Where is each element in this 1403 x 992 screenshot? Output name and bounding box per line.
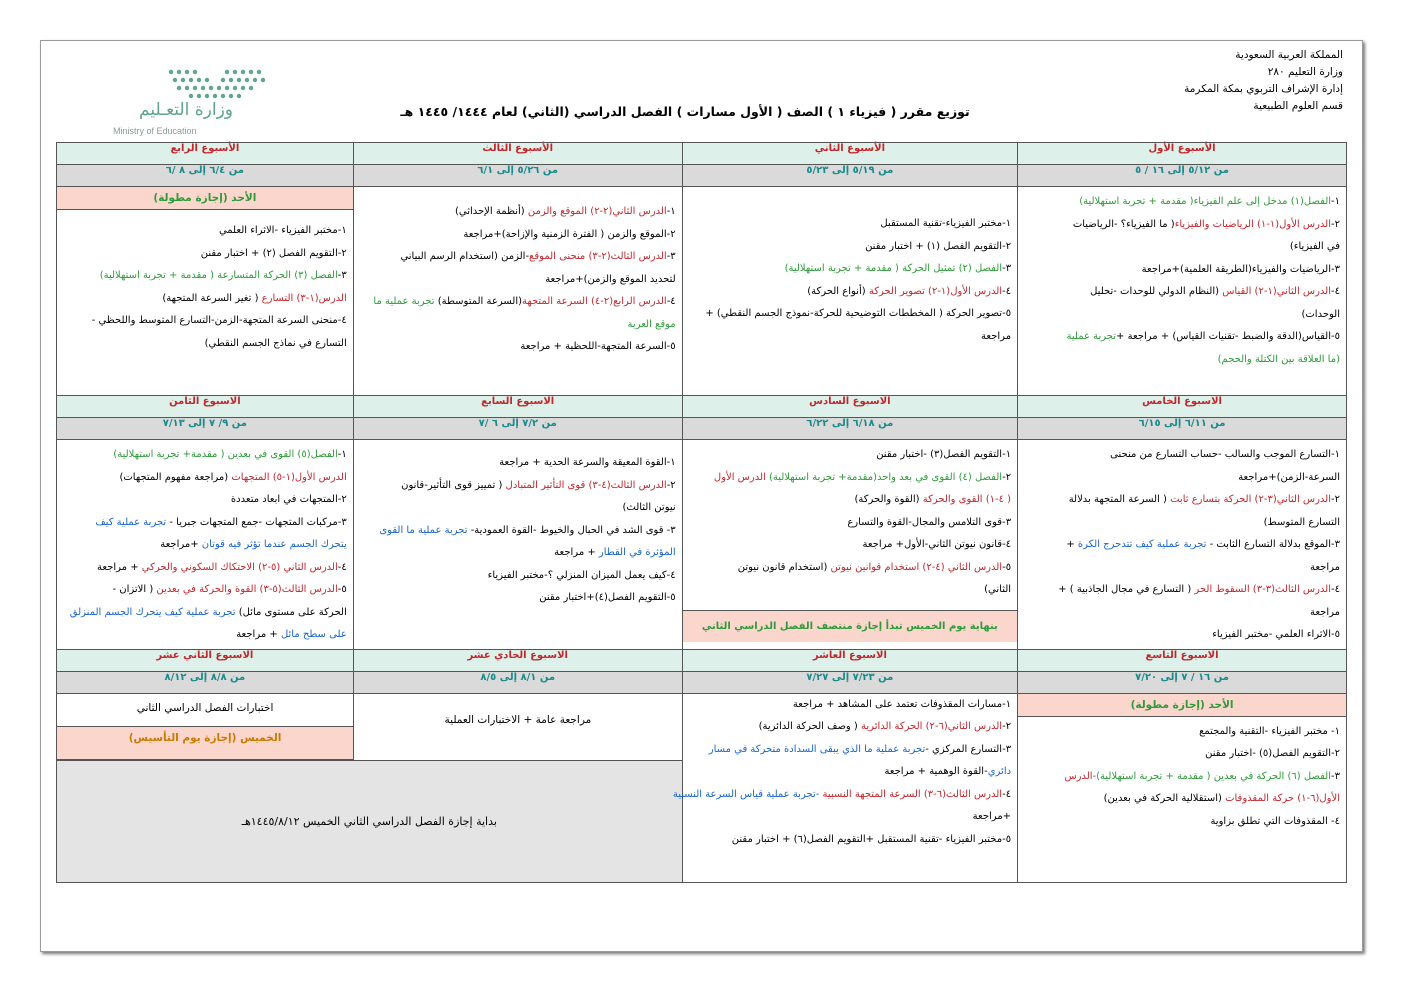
- lesson-line: [1024, 489, 1340, 512]
- lesson-line: [63, 444, 347, 467]
- ministry-line: قسم العلوم الطبيعية: [1253, 100, 1343, 112]
- lesson-segment: ١- مختبر الفيزياء -التقنية والمجتمع: [1199, 725, 1340, 737]
- lesson-segment: ١-التقويم الفصل(٣) -اختبار مقنن: [876, 449, 1012, 460]
- lesson-line: [1024, 624, 1340, 647]
- week-name: الاسبوع السادس: [682, 396, 1017, 418]
- lesson-segment: ٥-القياس(الدقة والضبط -تقنيات القياس) + مراجعة +: [1116, 331, 1340, 342]
- lesson-line: [360, 246, 676, 269]
- lesson-line: [360, 314, 676, 337]
- lesson-line: [360, 224, 676, 247]
- lesson-line: [1024, 467, 1340, 490]
- lesson-line: [63, 288, 347, 311]
- lesson-segment: ٤-: [337, 561, 347, 573]
- lesson-segment: ( تغير السرعة المتجهة): [162, 292, 262, 304]
- lesson-line: [689, 579, 1011, 602]
- lesson-segment: ١-: [337, 449, 347, 460]
- week-name: الأسبوع الرابع: [57, 143, 354, 165]
- lesson-line: [360, 565, 676, 588]
- lesson-segment: الدرس الأول(١-٥) المتجهات: [231, 471, 347, 483]
- lesson-line: [360, 336, 676, 359]
- lesson-line: [1024, 349, 1340, 372]
- week-cell: [1018, 693, 1347, 882]
- lesson-segment: الفصل(١) مدخل إلى علم الفيزياء( مقدمة + تجربة استهلالية): [1079, 196, 1332, 207]
- lesson-line: [63, 602, 347, 625]
- lesson-segment: الدرس الثالث(٤-٣) قوى التأثير المتبادل: [505, 479, 667, 491]
- lesson-segment: ٥-الاثراء العلمي -مختبر الفيزياء: [1212, 629, 1340, 640]
- lesson-segment: (أنظمة الإحداثي): [454, 206, 528, 217]
- lesson-segment: السرعة-الزمن)+مراجعة: [1238, 471, 1340, 483]
- week-dates-row: [57, 418, 1347, 440]
- lesson-segment: ٢-: [666, 479, 676, 491]
- lesson-segment: الدرس الثاني(١-٢) القياس: [1222, 286, 1332, 297]
- lesson-segment: ١-القوة المعيقة والسرعة الحدية + مراجعة: [499, 457, 676, 468]
- lesson-line: [63, 333, 347, 356]
- lesson-segment: ١-مختبر الفيزياء -الاثراء العلمي: [218, 225, 347, 236]
- lesson-line: [1024, 326, 1340, 349]
- logo-text-en: Ministry of Education: [113, 126, 197, 136]
- week-dates: من ٦/١٨ إلى ٦/٢٢: [682, 418, 1017, 440]
- lesson-segment: (أنواع الحركة): [807, 285, 869, 297]
- lesson-line: [63, 243, 347, 266]
- ministry-line: المملكة العربية السعودية: [1235, 49, 1343, 61]
- lesson-segment: ( ما الفيزياء؟ -الرياضيات: [1072, 218, 1175, 230]
- lesson-segment: تجربة عملية ما القوى: [379, 524, 468, 536]
- lesson-segment: (استقلالية الحركة في بعدين): [1103, 793, 1226, 804]
- lesson-segment: تجربة عملية ما الذي يبقى السدادة متحركة في مسار: [708, 743, 926, 755]
- lesson-line: [689, 326, 1011, 349]
- lesson-line: [689, 489, 1011, 512]
- week-dates: من ٩/ ٧ إلى ٧/١٣: [57, 418, 354, 440]
- lesson-segment: موقع العربة: [627, 318, 676, 330]
- lesson-line: [689, 213, 1011, 236]
- lesson-segment: +مراجعة: [160, 539, 202, 550]
- week-name: الاسبوع الثامن: [57, 396, 354, 418]
- week-dates-row: [57, 165, 1347, 187]
- week-name: الاسبوع الثاني عشر: [57, 649, 354, 671]
- lesson-segment: ٢-المتجهات في ابعاد متعددة: [230, 494, 347, 505]
- lesson-line: [63, 265, 347, 288]
- week-name: الاسبوع الخامس: [1018, 396, 1347, 418]
- lesson-segment: ٥-تصوير الحركة ( المخططات التوضيحية للحركة-نموذج الجسم النقطي) +: [705, 308, 1012, 319]
- week-cell: [57, 440, 354, 650]
- lesson-segment: تجربة عملية كيف: [95, 516, 167, 528]
- lesson-segment: ( التسارع في مجال الجاذبية ) +: [1058, 584, 1195, 595]
- ministry-logo: [108, 62, 278, 142]
- lesson-segment: ٢-: [1002, 471, 1012, 483]
- week-12-summary: اختبارات الفصل الدراسي الثاني: [136, 701, 274, 714]
- week-dates: من ٦/١١ إلى ٦/١٥: [1018, 418, 1347, 440]
- lesson-segment: ٢-التقويم الفصل (١) + اختبار مقنن: [865, 240, 1012, 252]
- lesson-line: [63, 557, 347, 580]
- lesson-line: [1024, 304, 1340, 327]
- lesson-segment: نيوتن الثالث): [622, 502, 676, 513]
- schedule-table: [56, 142, 1347, 883]
- lesson-segment: ١-: [666, 206, 676, 217]
- lesson-segment: ٤-قانون نيوتن الثاني-الأول+ مراجعة: [862, 539, 1012, 550]
- lesson-line: [689, 467, 1011, 490]
- lesson-segment: ١-مختبر الفيزياء-تقنية المستقبل: [880, 218, 1012, 229]
- lesson-segment: الدرس الثالث(٥-٣) القوة والحركة في بعدين: [156, 584, 338, 595]
- week-name: الاسبوع السابع: [353, 396, 682, 418]
- week-name: الاسبوع الحادي عشر: [353, 649, 682, 671]
- lesson-line: [1024, 214, 1340, 237]
- week-cell: [682, 187, 1017, 396]
- lesson-line: [689, 444, 1011, 467]
- lesson-segment: (مراجعة مفهوم المتجهات): [119, 471, 232, 483]
- lesson-segment: ٥-مختبر الفيزياء -تقنية المستقبل +التقويم الفصل(٦) + اختبار مقنن: [731, 833, 1012, 845]
- lesson-segment: ( تمييز قوى التأثير-قانون: [401, 479, 506, 491]
- lesson-segment: ٤-كيف يعمل الميزان المنزلي ؟-مختبر الفيزياء: [487, 569, 676, 581]
- lesson-segment: ٣-مركبات المتجهات -جمع المتجهات جبريا -: [166, 516, 347, 528]
- lesson-line: [360, 497, 676, 520]
- lesson-segment: في الفيزياء): [1289, 241, 1340, 252]
- lesson-line: [63, 579, 347, 602]
- lesson-segment: الفصل (٤) القوى في بعد واحد(مقدمة+ تجربة استهلالية): [768, 471, 1003, 483]
- lesson-segment: ٥-: [1002, 561, 1012, 573]
- lesson-segment: + مراجعة: [554, 547, 599, 558]
- lesson-segment: الفصل(٥) القوى في بعدين ( مقدمة+ تجربة استهلالية): [113, 449, 338, 460]
- ministry-line: وزارة التعليم ٢٨٠: [1267, 66, 1343, 78]
- week-content-row: [57, 187, 1347, 396]
- lesson-segment: ٥-: [337, 584, 347, 595]
- lesson-segment: الوحدات): [1301, 308, 1340, 320]
- lesson-line: [360, 475, 676, 498]
- week-content-row: [57, 693, 1347, 882]
- lesson-line: [360, 201, 676, 224]
- lesson-segment: +مراجعة: [972, 811, 1012, 822]
- lesson-line: [1024, 721, 1340, 744]
- lesson-line: [689, 694, 1011, 717]
- lesson-line: [689, 557, 1011, 580]
- lesson-line: [689, 281, 1011, 304]
- lesson-segment: ٣-: [666, 251, 676, 262]
- lesson-segment: تجربة عملية ما: [373, 296, 438, 307]
- lesson-line: [63, 624, 347, 647]
- lesson-segment: ٢-التقويم الفصل(٥) -اختبار مقنن: [1205, 748, 1340, 759]
- lesson-line: [1024, 534, 1340, 557]
- lesson-segment: + مراجعة: [236, 629, 281, 640]
- logo-text-ar: وزارة التعـليم: [139, 100, 233, 120]
- week-dates: من ٧/٢ إلى ٦ /٧: [353, 418, 682, 440]
- lesson-segment: -القوة الوهمية + مراجعة: [884, 766, 988, 777]
- lesson-segment: الدرس(١-٣) التسارع: [261, 292, 347, 304]
- lesson-line: [1024, 602, 1340, 625]
- lesson-segment: (استخدام قانون نيوتن: [737, 561, 831, 573]
- lesson-segment: الدرس الثالث(٢-٣) منحنى الموقع: [529, 251, 667, 262]
- lesson-segment: الفصل (٣) الحركة المتسارعة ( مقدمة + تجربة استهلالية): [99, 270, 338, 281]
- lesson-line: [63, 512, 347, 535]
- lesson-line: [689, 258, 1011, 281]
- week-name: الأسبوع الثاني: [682, 143, 1017, 165]
- lesson-segment: ٥-السرعة المتجهة-اللحظية + مراجعة: [520, 341, 676, 352]
- lesson-segment: التسارع المتوسط): [1263, 516, 1340, 528]
- lesson-segment: يتحرك الجسم عندما تؤثر فيه قوتان: [201, 539, 347, 550]
- lesson-segment: ٢-: [1331, 494, 1340, 505]
- lesson-segment: ( الاتزان -: [112, 584, 157, 595]
- lesson-line: [360, 291, 676, 314]
- ministry-line: إدارة الإشراف التربوي بمكة المكرمة: [1184, 83, 1343, 95]
- week-name: الاسبوع العاشر: [682, 649, 1017, 671]
- lesson-segment: على سطح مائل: [280, 629, 347, 640]
- lesson-segment: ٢-التقويم الفصل (٢) + اختبار مقنن: [200, 247, 347, 259]
- week-11-summary: مراجعة عامة + الاختبارات العملية: [353, 694, 682, 726]
- logo-dots-icon: [163, 66, 273, 104]
- lesson-segment: ٣-التسارع المركزي -: [925, 743, 1012, 755]
- lesson-segment: ١-التسارع الموجب والسالب -حساب التسارع من منحنى: [1110, 449, 1340, 460]
- ministry-header: [1083, 47, 1343, 115]
- lesson-segment: ٤-: [1002, 788, 1012, 800]
- lesson-segment: الدرس الثاني(٣-٢) الحركة بتسارع ثابت: [1170, 494, 1332, 505]
- lesson-segment: + مراجعة: [97, 561, 142, 573]
- week-cell: [57, 187, 354, 396]
- lesson-line: [689, 512, 1011, 535]
- lesson-line: [63, 534, 347, 557]
- week-name: الأسبوع الأول: [1018, 143, 1347, 165]
- week-header-row: [57, 649, 1347, 671]
- lesson-line: [1024, 512, 1340, 535]
- lesson-segment: (ما العلاقة بين الكتلة والحجم): [1217, 353, 1340, 365]
- lesson-segment: ٣-: [1331, 770, 1340, 782]
- lesson-line: [1024, 743, 1340, 766]
- lesson-segment: ٣-: [337, 270, 347, 281]
- lesson-segment: الدرس الثاني (٥-٢) الاحتكاك السكوني والحركي: [141, 561, 338, 573]
- lesson-segment: الدرس الثاني(٢-٢) الموقع والزمن: [527, 206, 667, 217]
- thursday-holiday-note: الخميس (إجازة يوم التأسيس): [57, 726, 353, 760]
- week-header-row: [57, 396, 1347, 418]
- lesson-line: [689, 806, 1011, 829]
- lesson-line: [1024, 281, 1340, 304]
- week-dates: من ٨/٨ إلى ٨/١٢: [57, 671, 354, 693]
- lesson-segment: ٤-: [666, 296, 676, 307]
- lesson-segment: ٤-: [1331, 286, 1340, 297]
- lesson-segment: الدرس الأول(١-١) الرياضيات والفيزياء: [1174, 218, 1332, 230]
- page-title: توزيع مقرر ( فيزياء ١ ) الصف ( الأول مسارات ) الفصل الدراسي (الثاني) لعام ١٤٤٤/ ١٤٤٥ هـ: [400, 104, 970, 119]
- lesson-segment: الدرس الرابع(٢-٤) السرعة المتجهة: [522, 296, 667, 307]
- week-dates: من ٦/٤ إلى ٨ /٦: [57, 165, 354, 187]
- lesson-segment: +: [1066, 539, 1078, 550]
- lesson-line: [689, 534, 1011, 557]
- lesson-line: [1024, 766, 1340, 789]
- lesson-segment: الدرس الأول(١-٢) تصوير الحركة: [868, 285, 1003, 297]
- lesson-segment: ٥-التقويم الفصل(٤)+اختبار مقنن: [539, 592, 676, 603]
- week-dates: من ٥/١٩ إلى ٥/٢٣: [682, 165, 1017, 187]
- lesson-segment: الدرس الثاني (٤-٢) استخدام قوانين نيوتن: [830, 561, 1003, 573]
- lesson-line: [360, 520, 676, 543]
- lesson-line: [672, 784, 1012, 807]
- lesson-line: [63, 310, 347, 333]
- lesson-segment: ٢-: [1331, 218, 1340, 230]
- week-cell: [353, 187, 682, 396]
- week-content-row: [57, 440, 1347, 650]
- lesson-line: [360, 587, 676, 610]
- lesson-segment: ٣-: [1002, 263, 1012, 274]
- week-cell: [682, 440, 1017, 650]
- lesson-segment: (النظام الدولي للوحدات -تحليل: [1090, 286, 1223, 297]
- lesson-segment: لتحديد الموقع والزمن)+مراجعة: [545, 273, 676, 285]
- lesson-segment: الأول(٦-١) حركة المقذوفات: [1225, 793, 1340, 804]
- lesson-segment: (القوة والحركة): [854, 494, 923, 505]
- lesson-segment: تجربة عملية: [1066, 331, 1117, 342]
- lesson-line: [1024, 259, 1340, 282]
- lesson-line: [689, 303, 1011, 326]
- week-name: الأسبوع الثالث: [353, 143, 682, 165]
- week-cell: [672, 693, 1017, 882]
- lesson-segment: ٣-الرياضيات والفيزياء(الطريقة العلمية)+مراجعة: [1141, 263, 1340, 275]
- lesson-segment: ٤-: [1002, 285, 1012, 297]
- lesson-line: [1024, 579, 1340, 602]
- lesson-segment: ١-: [1331, 196, 1340, 207]
- lesson-segment: تجربة عملية كيف تتدحرج الكرة: [1077, 539, 1207, 550]
- lesson-segment: -الزمن (استخدام الرسم البياني: [400, 251, 530, 262]
- week-cell: [353, 440, 682, 650]
- lesson-segment: الفصل (٢) تمثيل الحركة ( مقدمة + تجربة استهلالية): [784, 263, 1003, 274]
- week-dates: من ٧/٢٣ إلى ٧/٢٧: [682, 671, 1017, 693]
- week-cell: [1018, 187, 1347, 396]
- lesson-segment: مراجعة: [1309, 561, 1340, 573]
- holiday-note: الأحد (إجازة مطولة): [57, 187, 353, 210]
- lesson-line: [1024, 811, 1340, 834]
- lesson-line: [63, 220, 347, 243]
- week-dates: من ٥/١٢ إلى ١٦ / ٥: [1018, 165, 1347, 187]
- lesson-line: [689, 716, 1011, 739]
- lesson-segment: -تجربة عملية قياس السرعة النسبية: [672, 788, 823, 800]
- lesson-line: [1024, 236, 1340, 259]
- lesson-segment: الفصل (٦) الحركة في بعدين ( مقدمة + تجربة استهلالية): [1096, 770, 1332, 782]
- lesson-segment: المؤثرة في القطار: [598, 547, 676, 558]
- lesson-segment: ٤-: [1331, 584, 1340, 595]
- week-dates: من ٨/١ إلى ٨/٥: [353, 671, 682, 693]
- lesson-line: [63, 489, 347, 512]
- lesson-segment: -الدرس: [1064, 770, 1097, 782]
- week-cell: [1018, 440, 1347, 650]
- lesson-segment: الدرس الثاني(٦-٢) الحركة الدائرية: [861, 721, 1003, 732]
- lesson-line: [1024, 788, 1340, 811]
- lesson-line: [1024, 191, 1340, 214]
- holiday-note: الأحد (إجازة مطولة): [1018, 694, 1346, 717]
- lesson-segment: مراجعة: [1309, 606, 1340, 618]
- mid-semester-break-note: بنهاية يوم الخميس تبدأ إجازة منتصف الفصل الدراسي الثاني: [683, 610, 1017, 642]
- semester-break-note: بداية إجازة الفصل الدراسي الثاني الخميس ١٤٤٥/٨/١٢هـ: [57, 760, 682, 882]
- week-dates: من ١٦ / ٧ إلى ٧/٢٠: [1018, 671, 1347, 693]
- lesson-segment: تجربة عملية كيف يتحرك الجسم المنزلق: [69, 606, 236, 618]
- lesson-line: [360, 542, 676, 565]
- lesson-segment: ٣- قوى الشد في الحبال والخيوط -القوة العمودية-: [467, 524, 676, 536]
- lesson-line: [689, 739, 1011, 762]
- lesson-segment: ٢-: [1002, 721, 1012, 732]
- lesson-segment: ٤- المقذوفات التي تطلق بزاوية: [1210, 815, 1340, 827]
- lesson-segment: (السرعة المتوسطة): [437, 296, 522, 307]
- lesson-line: [689, 829, 1011, 852]
- lesson-segment: ( وصف الحركة الدائرية): [758, 721, 862, 732]
- week-header-row: [57, 143, 1347, 165]
- lesson-segment: الدرس الأول: [713, 471, 769, 483]
- week-name: الاسبوع التاسع: [1018, 649, 1347, 671]
- lesson-segment: ( ٤-١) القوى والحركة: [922, 494, 1012, 505]
- final-weeks-cell: [57, 693, 683, 882]
- lesson-line: [360, 452, 676, 475]
- lesson-line: [689, 236, 1011, 259]
- lesson-segment: الدرس الثالث(٣-٣) السقوط الحر: [1194, 584, 1332, 595]
- lesson-segment: الدرس الثالث(٦-٣) السرعة المتجهة النسبية: [822, 788, 1003, 800]
- lesson-segment: ٣-قوى التلامس والمجال-القوة والتسارع: [847, 516, 1012, 528]
- lesson-segment: مراجعة: [981, 330, 1012, 342]
- lesson-segment: التسارع في نماذج الجسم النقطي): [204, 337, 347, 349]
- lesson-segment: ١-مسارات المقذوفات تعتمد على المشاهد + مراجعة: [792, 698, 1012, 710]
- lesson-line: [1024, 557, 1340, 580]
- lesson-line: [63, 467, 347, 490]
- lesson-segment: ( السرعة المتجهة بدلالة: [1068, 494, 1171, 505]
- lesson-line: [1024, 444, 1340, 467]
- lesson-segment: ٣-الموقع بدلالة التسارع الثابت -: [1206, 539, 1340, 550]
- lesson-segment: ٢-الموقع والزمن ( الفترة الزمنية والإزاحة)+مراجعة: [463, 228, 676, 240]
- lesson-line: [360, 269, 676, 292]
- lesson-line: [689, 761, 1011, 784]
- week-dates-row: [57, 671, 1347, 693]
- lesson-segment: الحركة على مستوى مائل): [235, 606, 347, 618]
- lesson-segment: دائري: [987, 766, 1012, 777]
- lesson-segment: ٤-منحنى السرعة المتجهة-الزمن-التسارع المتوسط واللحظي -: [91, 315, 347, 326]
- lesson-segment: الثاني): [984, 584, 1012, 595]
- week-dates: من ٥/٢٦ إلى ٦/١: [353, 165, 682, 187]
